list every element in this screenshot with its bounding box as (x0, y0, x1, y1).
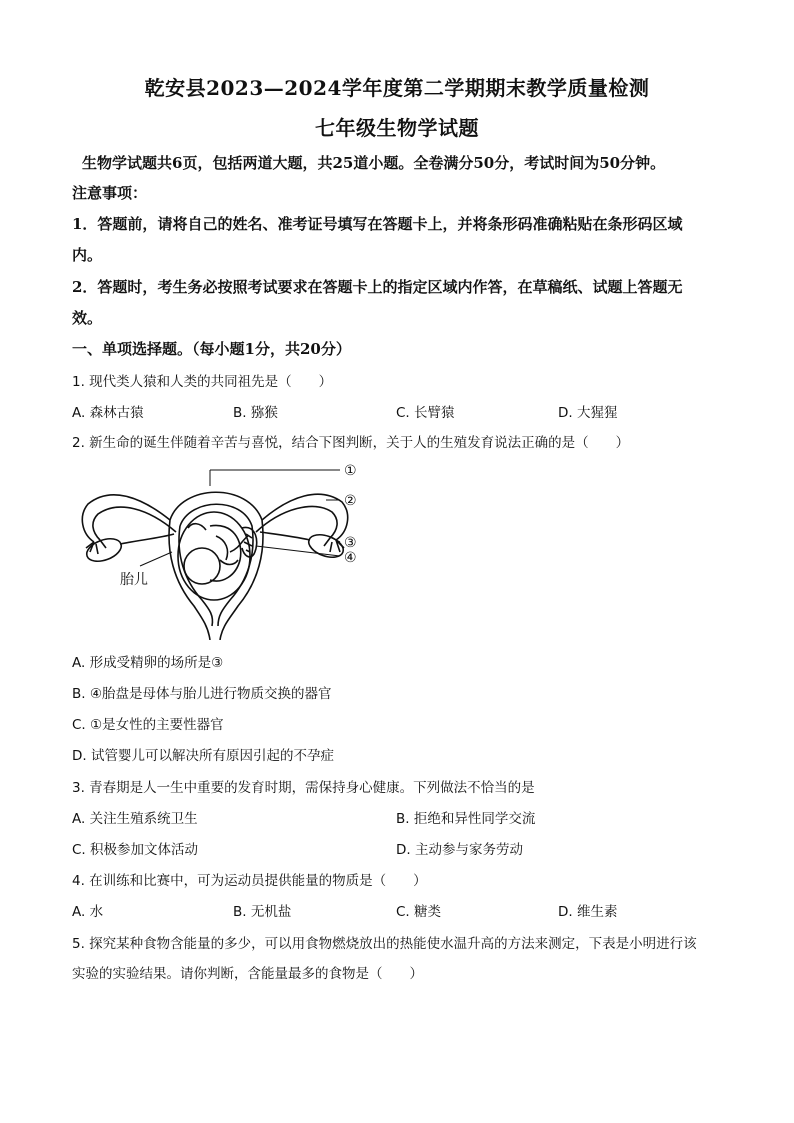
question-2-option-d[interactable]: D. 试管婴儿可以解决所有原因引起的不孕症 (72, 748, 334, 764)
notice-item-2-line-2: 效。 (72, 309, 103, 327)
question-5-stem-line-2: 实验的实验结果。请你判断，含能量最多的食物是（ ） (72, 966, 423, 982)
question-1-option-c[interactable]: C. 长臂猿 (396, 405, 455, 421)
question-3-option-a[interactable]: A. 关注生殖系统卫生 (72, 811, 198, 827)
question-1-option-a[interactable]: A. 森林古猿 (72, 405, 144, 421)
question-1-option-b[interactable]: B. 猕猴 (233, 405, 278, 421)
question-2-option-a[interactable]: A. 形成受精卵的场所是③ (72, 655, 224, 671)
exam-intro: 生物学试题共6页，包括两道大题，共25道小题。全卷满分50分，考试时间为50分钟。 (82, 154, 666, 172)
question-4-option-b[interactable]: B. 无机盐 (233, 904, 292, 920)
question-4-option-c[interactable]: C. 糖类 (396, 904, 442, 920)
notice-item-1-line-1: 1．答题前，请将自己的姓名、准考证号填写在答题卡上，并将条形码准确粘贴在条形码区域 (72, 215, 683, 233)
question-2-option-c[interactable]: C. ①是女性的主要性器官 (72, 717, 224, 733)
figure-label-2: ② (344, 493, 357, 509)
notice-heading: 注意事项： (72, 184, 148, 202)
question-1-stem: 1. 现代类人猿和人类的共同祖先是（ ） (72, 374, 333, 390)
question-3-stem: 3. 青春期是人一生中重要的发育时期，需保持身心健康。下列做法不恰当的是 (72, 780, 535, 796)
question-2-option-b[interactable]: B. ④胎盘是母体与胎儿进行物质交换的器官 (72, 686, 332, 702)
exam-subtitle: 七年级生物学试题 (315, 116, 479, 140)
question-3-option-c[interactable]: C. 积极参加文体活动 (72, 842, 199, 858)
exam-title: 乾安县2023—2024学年度第二学期期末教学质量检测 (144, 76, 650, 100)
question-5-stem-line-1: 5. 探究某种食物含能量的多少，可以用食物燃烧放出的热能使水温升高的方法来测定，下表是小明进行该 (72, 936, 697, 952)
question-1-option-d[interactable]: D. 大猩猩 (558, 405, 618, 421)
question-3-option-b[interactable]: B. 拒绝和异性同学交流 (396, 811, 536, 827)
uterus-diagram (70, 456, 370, 640)
figure-label-3: ③ (344, 535, 357, 551)
question-4-stem: 4. 在训练和比赛中，可为运动员提供能量的物质是（ ） (72, 873, 427, 889)
question-4-option-a[interactable]: A. 水 (72, 904, 104, 920)
notice-item-2-line-1: 2．答题时，考生务必按照考试要求在答题卡上的指定区域内作答，在草稿纸、试题上答题无 (72, 278, 683, 296)
question-2-stem: 2. 新生命的诞生伴随着辛苦与喜悦，结合下图判断，关于人的生殖发育说法正确的是（ ） (72, 435, 630, 451)
question-3-option-d[interactable]: D. 主动参与家务劳动 (396, 842, 523, 858)
figure-label-4: ④ (344, 550, 357, 566)
section-1-heading: 一、单项选择题。（每小题1分，共20分） (72, 340, 351, 358)
question-4-option-d[interactable]: D. 维生素 (558, 904, 618, 920)
notice-item-1-line-2: 内。 (72, 246, 103, 264)
fetus-label: 胎儿 (120, 572, 148, 588)
figure-label-1: ① (344, 463, 357, 479)
